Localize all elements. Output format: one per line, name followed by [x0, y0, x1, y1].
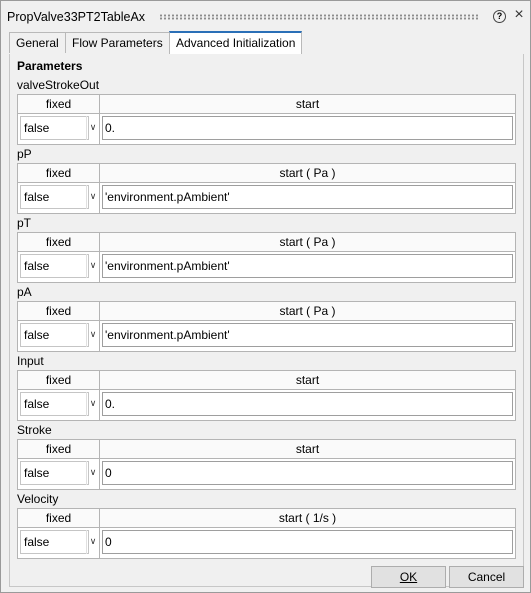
column-header-start: start ( Pa ): [100, 302, 515, 321]
param-label-stroke: Stroke: [17, 423, 52, 437]
param-label-velocity: Velocity: [17, 492, 59, 506]
column-header-fixed: fixed: [18, 509, 100, 528]
fixed-select[interactable]: false: [20, 461, 89, 485]
param-table-velocity: [17, 508, 516, 559]
param-table-stroke: [17, 439, 516, 490]
ok-button-label: OK: [399, 570, 418, 584]
window-title: PropValve33PT2TableAx: [7, 10, 146, 24]
column-header-fixed: fixed: [18, 164, 100, 183]
start-value-input[interactable]: 'environment.pAmbient': [102, 254, 513, 278]
param-label-valvestrokeout: valveStrokeOut: [17, 78, 100, 92]
chevron-down-icon[interactable]: ∨: [86, 392, 99, 416]
fixed-select[interactable]: false: [20, 392, 89, 416]
column-header-fixed: fixed: [18, 440, 100, 459]
start-value-input[interactable]: 0.: [102, 116, 513, 140]
cell-divider: [99, 252, 100, 282]
cell-divider: [99, 114, 100, 144]
start-value-input[interactable]: 0: [102, 530, 513, 554]
param-label-input: Input: [17, 354, 44, 368]
param-label-pp: pP: [17, 147, 32, 161]
column-header-start: start ( Pa ): [100, 164, 515, 183]
fixed-select[interactable]: false: [20, 116, 89, 140]
start-value-input[interactable]: 0: [102, 461, 513, 485]
fixed-select[interactable]: false: [20, 254, 89, 278]
start-value-input[interactable]: 'environment.pAmbient': [102, 323, 513, 347]
chevron-down-icon[interactable]: ∨: [86, 461, 99, 485]
tab-bar: [9, 32, 529, 54]
fixed-select[interactable]: false: [20, 323, 89, 347]
cell-divider: [99, 390, 100, 420]
tab-general[interactable]: General: [9, 32, 66, 53]
param-table-pp: [17, 163, 516, 214]
help-icon[interactable]: ?: [493, 10, 506, 23]
chevron-down-icon[interactable]: ∨: [86, 530, 99, 554]
chevron-down-icon[interactable]: ∨: [86, 116, 99, 140]
start-value-input[interactable]: 'environment.pAmbient': [102, 185, 513, 209]
column-header-fixed: fixed: [18, 302, 100, 321]
cell-divider: [99, 528, 100, 558]
chevron-down-icon[interactable]: ∨: [86, 254, 99, 278]
tab-advanced-initialization[interactable]: Advanced Initialization: [169, 31, 302, 54]
start-value-input[interactable]: 0.: [102, 392, 513, 416]
cell-divider: [99, 183, 100, 213]
column-header-start: start ( 1/s ): [100, 509, 515, 528]
fixed-select[interactable]: false: [20, 185, 89, 209]
chevron-down-icon[interactable]: ∨: [86, 323, 99, 347]
param-table-input: [17, 370, 516, 421]
param-label-pt: pT: [17, 216, 32, 230]
column-header-start: start: [100, 95, 515, 114]
tab-flow-parameters[interactable]: Flow Parameters: [65, 32, 170, 53]
param-table-pt: [17, 232, 516, 283]
cell-divider: [99, 321, 100, 351]
cancel-button-label: Cancel: [467, 570, 506, 584]
title-bar[interactable]: [1, 1, 530, 31]
column-header-start: start: [100, 440, 515, 459]
drag-grip[interactable]: [159, 14, 479, 20]
param-table-valvestrokeout: [17, 94, 516, 145]
section-title: Parameters: [17, 59, 83, 73]
column-header-fixed: fixed: [18, 95, 100, 114]
column-header-start: start ( Pa ): [100, 233, 515, 252]
param-label-pa: pA: [17, 285, 32, 299]
column-header-start: start: [100, 371, 515, 390]
ok-button[interactable]: [371, 566, 446, 588]
chevron-down-icon[interactable]: ∨: [86, 185, 99, 209]
fixed-select[interactable]: false: [20, 530, 89, 554]
param-table-pa: [17, 301, 516, 352]
cell-divider: [99, 459, 100, 489]
column-header-fixed: fixed: [18, 371, 100, 390]
cancel-button[interactable]: [449, 566, 524, 588]
column-header-fixed: fixed: [18, 233, 100, 252]
close-icon[interactable]: ×: [514, 6, 524, 23]
